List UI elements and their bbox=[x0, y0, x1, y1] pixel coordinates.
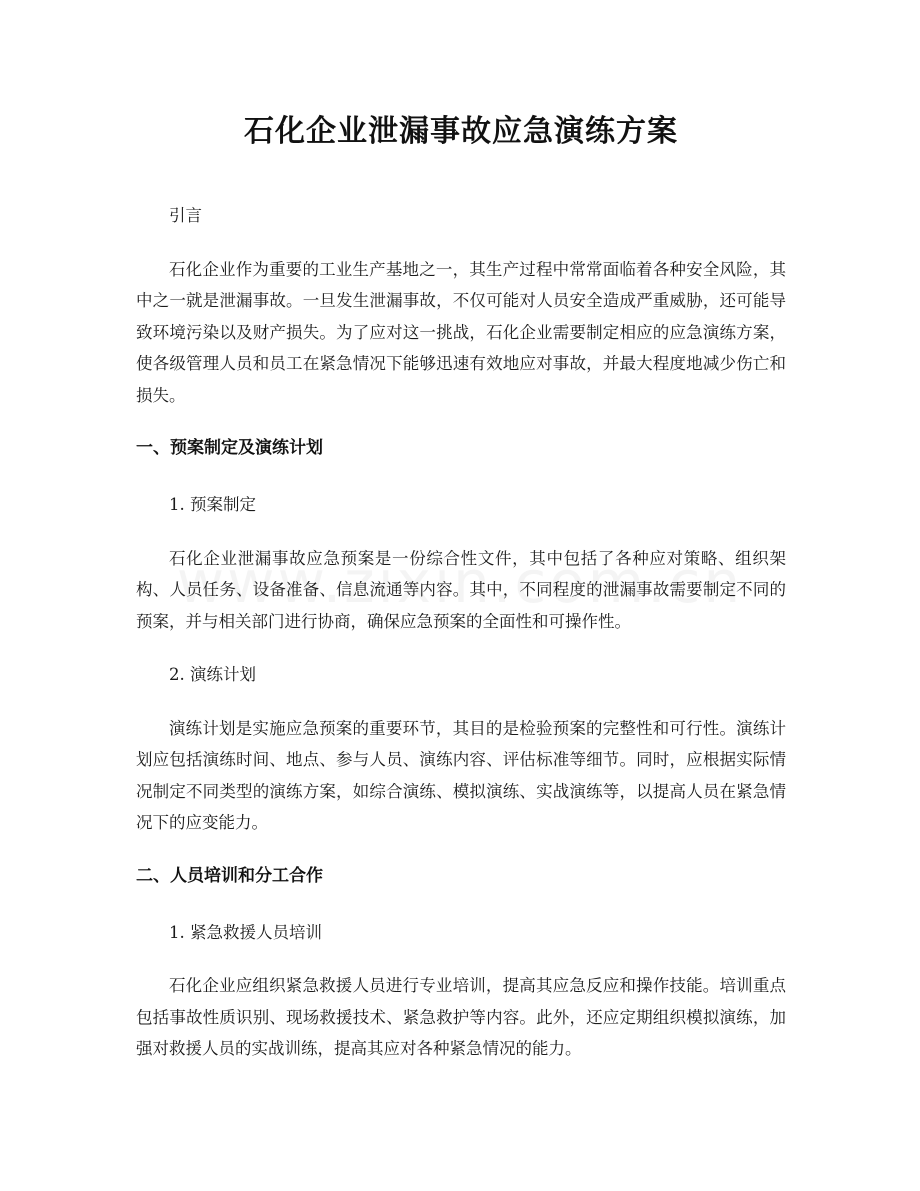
section1-heading: 一、预案制定及演练计划 bbox=[136, 438, 323, 458]
document-title: 石化企业泄漏事故应急演练方案 bbox=[244, 114, 678, 149]
section1-sub1-paragraph: 石化企业泄漏事故应急预案是一份综合性文件，其中包括了各种应对策略、组织架构、人员任务、设备准备、信息流通等内容。其中，不同程度的泄漏事故需要制定不同的预案，并与相关部门进行协商，确保应急预案的全面性和可操作性。 bbox=[136, 548, 786, 631]
intro-label: 引言 bbox=[169, 206, 202, 225]
section2-sub1-label: 1. 紧急救援人员培训 bbox=[169, 922, 322, 942]
section1-sub1-label: 1. 预案制定 bbox=[169, 495, 256, 514]
section1-sub2-label: 2. 演练计划 bbox=[169, 665, 256, 684]
section1-sub2-paragraph: 演练计划是实施应急预案的重要环节，其目的是检验预案的完整性和可行性。演练计划应包括演练时间、地点、参与人员、演练内容、评估标准等细节。同时，应根据实际情况制定不同类型的演练方案，如综合演练、模拟演练、实战演练等，以提高人员在紧急情况下的应变能力。 bbox=[136, 718, 786, 832]
section2-sub1-paragraph: 石化企业应组织紧急救援人员进行专业培训，提高其应急反应和操作技能。培训重点包括事故性质识别、现场救援技术、紧急救护等内容。此外，还应定期组织模拟演练，加强对救援人员的实战训练，提高其应对各种紧急情况的能力。 bbox=[136, 976, 786, 1058]
intro-paragraph: 石化企业作为重要的工业生产基地之一，其生产过程中常常面临着各种安全风险，其中之一就是泄漏事故。一旦发生泄漏事故，不仅可能对人员安全造成严重威胁，还可能导致环境污染以及财产损失。为了应对这一挑战，石化企业需要制定相应的应急演练方案，使各级管理人员和员工在紧急情况下能够迅速有效地应对事故，并最大程度地减少伤亡和损失。 bbox=[136, 259, 786, 405]
section2-heading: 二、人员培训和分工合作 bbox=[136, 865, 323, 886]
